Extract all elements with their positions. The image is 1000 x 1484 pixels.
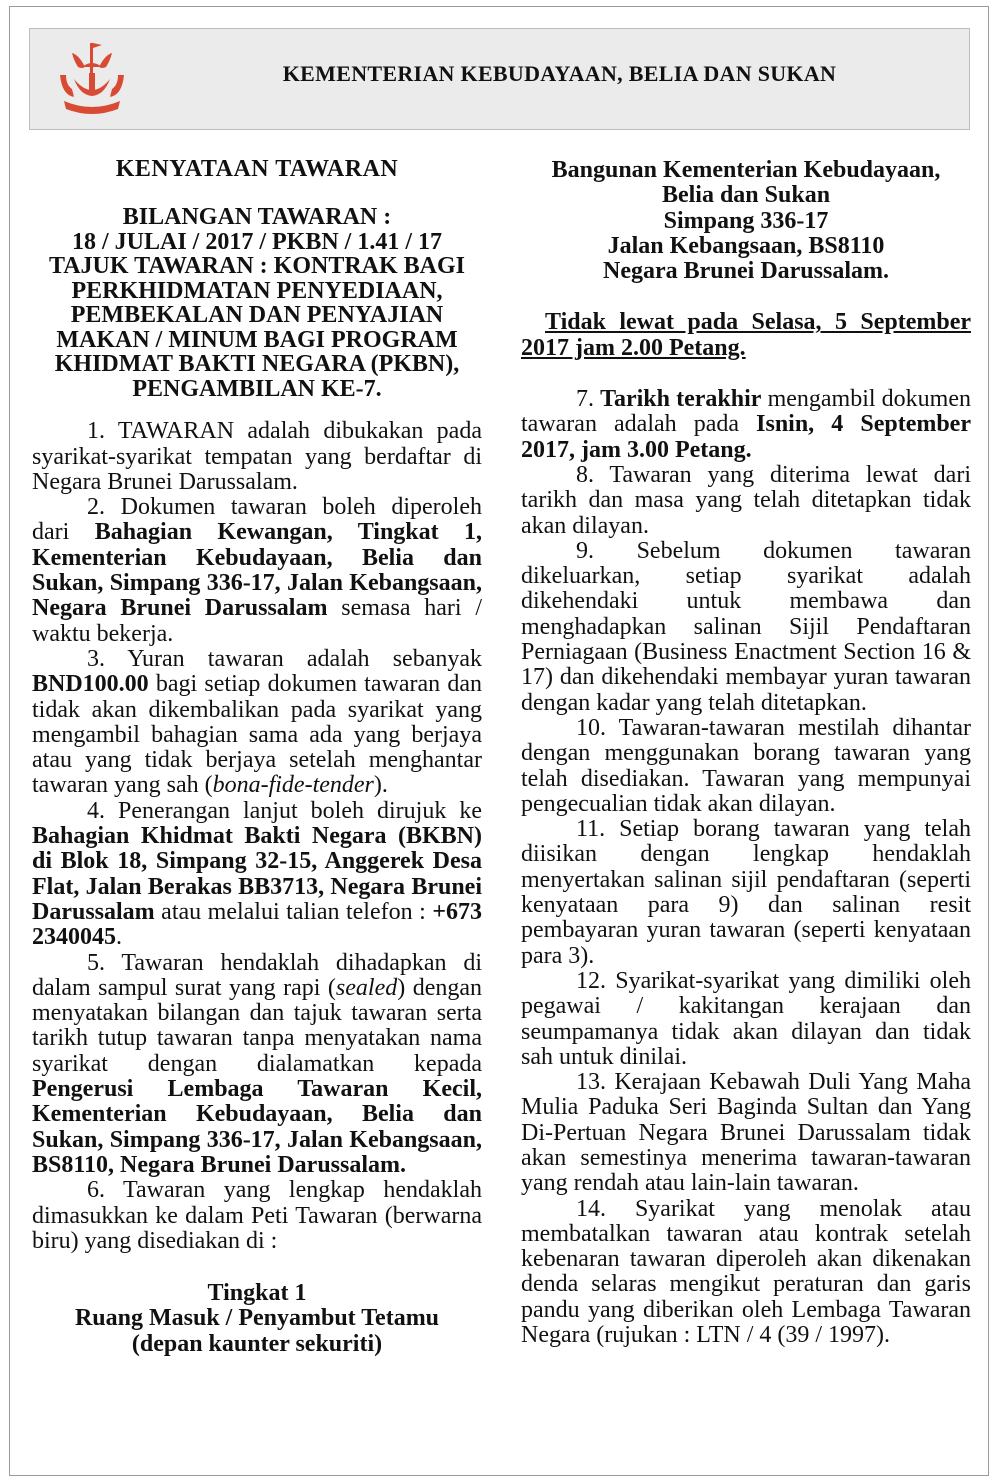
paragraph-14: 14. Syarikat yang menolak atau membatalkan tawaran atau kontrak setelah kebenaran tawaran diperoleh akan dikenakan denda selaras mengikut peraturan dan garis pandu yang diberikan oleh Lembaga Tawaran Negara (rujukan : LTN / 4 (39 / 1997). [521, 1195, 971, 1349]
p3-body: bagi setiap dokumen tawaran dan tidak akan dikembalikan pada syarikat yang mengambil bahagian sama ada yang berjaya atau yang tidak berjaya setelah menghantar tawaran yang sah ( [32, 671, 482, 799]
p5-body: ) dengan menyatakan bilangan dan tajuk tawaran serta tarikh tutup tawaran tanpa menyatakan nama syarikat dengan dialamatkan kepada [32, 974, 482, 1077]
p4-mid: atau melalui talian telefon : [154, 898, 433, 925]
p7-date: Isnin, 4 September 2017, jam 3.00 Petang. [521, 411, 971, 463]
tender-number-label: BILANGAN TAWARAN : [122, 204, 392, 231]
deposit-location [32, 1281, 482, 1357]
paragraph-12: 12. Syarikat-syarikat yang dimiliki oleh pegawai / kakitangan kerajaan dan seumpamanya tidak akan dilayan dan tidak sah untuk dinilai. [521, 967, 971, 1070]
deadline-text: Tidak lewat pada Selasa, 5 September 2017 jam 2.00 Petang. [521, 309, 971, 361]
p2-text: 2. Dokumen tawaran boleh diperoleh dari [32, 494, 482, 546]
location-line-2: Ruang Masuk / Penyambut Tetamu [74, 1305, 440, 1332]
address-line-2: Belia dan Sukan [661, 182, 831, 209]
tender-subject: TAJUK TAWARAN : KONTRAK BAGI PERKHIDMATAN PENYEDIAAN, PEMBEKALAN DAN PENYAJIAN MAKAN / MINUM BAGI PROGRAM KHIDMAT BAKTI NEGARA (PKBN), PENGAMBILAN KE-7. [48, 253, 466, 402]
p7-bold: Tarikh terakhir [600, 386, 762, 413]
p7-num: 7. [576, 386, 601, 413]
paragraph-1: 1. TAWARAN adalah dibukakan pada syarikat-syarikat tempatan yang berdaftar di Negara Brunei Darussalam. [32, 418, 482, 495]
p3-tail: ). [373, 772, 388, 799]
ministry-title: KEMENTERIAN KEBUDAYAAN, BELIA DAN SUKAN [282, 61, 837, 86]
paragraph-6: 6. Tawaran yang lengkap hendaklah dimasukkan ke dalam Peti Tawaran (berwarna biru) yang disediakan di : [32, 1177, 482, 1254]
address-line-4: Jalan Kebangsaan, BS8110 [607, 232, 885, 259]
p4-tail: . [116, 924, 122, 951]
p4-address: Bahagian Khidmat Bakti Negara (BKBN) di Blok 18, Simpang 32-15, Anggerek Desa Flat, Jalan Berakas BB3713, Negara Brunei Darussalam [32, 823, 482, 925]
left-column [32, 152, 482, 1357]
p2-bold: Bahagian Kewangan, Tingkat 1, Kementerian Kebudayaan, Belia dan Sukan, Simpang 336-17, Jalan Kebangsaan, Negara Brunei Darussalam [32, 519, 483, 622]
address-line-3: Simpang 336-17 [663, 207, 829, 234]
location-line-1: Tingkat 1 [207, 1280, 307, 1307]
p5-text: 5. Tawaran hendaklah dihadapkan di dalam sampul surat yang rapi ( [32, 949, 482, 1001]
paragraph-8: 8. Tawaran yang diterima lewat dari tarikh dan masa yang telah ditetapkan tidak akan dilayan. [521, 461, 971, 539]
paragraph-2 [32, 495, 482, 647]
p2-tail: semasa hari / waktu bekerja. [32, 595, 483, 647]
p3-fee: BND100.00 [32, 671, 149, 698]
p7-text: mengambil dokumen tawaran adalah pada [521, 386, 971, 438]
p3-text: 3. Yuran tawaran adalah sebanyak [87, 645, 482, 672]
paragraph-9: 9. Sebelum dokumen tawaran dikeluarkan, setiap syarikat adalah dikehendaki untuk membawa dan menghadapkan salinan Sijil Pendaftaran Perniagaan (Business Enactment Section 16 & 17) dan dikehendaki membayar yuran tawaran dengan kadar yang telah ditetapkan. [521, 537, 971, 716]
right-body [521, 387, 971, 1348]
paragraph-10: 10. Tawaran-tawaran mestilah dihantar dengan menggunakan borang tawaran yang telah disediakan. Tawaran yang mempunyai pengecualian tidak akan dilayan. [521, 714, 971, 817]
closing-deadline [521, 310, 971, 361]
paragraph-5 [32, 951, 482, 1179]
paragraph-4 [32, 799, 482, 951]
paragraph-13: 13. Kerajaan Kebawah Duli Yang Maha Mulia Paduka Seri Baginda Sultan dan Yang Di-Pertuan Negara Brunei Darussalam tidak akan semestinya menerima tawaran-tawaran yang rendah atau lain-lain tawaran. [521, 1069, 971, 1197]
paragraph-11: 11. Setiap borang tawaran yang telah diisikan dengan lengkap hendaklah menyertakan salinan sijil pendaftaran (seperti kenyataan para 9) dan salinan resit pembayaran yuran tawaran (seperti kenyataan para 3). [521, 816, 971, 969]
building-address [521, 158, 971, 284]
notice-title: KENYATAAN TAWARAN [115, 156, 399, 182]
tender-number: 18 / JULAI / 2017 / PKBN / 1.41 / 17 [71, 228, 443, 255]
paragraph-3 [32, 647, 482, 799]
right-column [521, 152, 971, 1348]
paragraph-7 [521, 387, 971, 463]
address-line-5: Negara Brunei Darussalam. [603, 258, 889, 285]
tender-info [32, 205, 482, 401]
address-line-1: Bangunan Kementerian Kebudayaan, [551, 157, 941, 183]
location-line-3: (depan kaunter sekuriti) [131, 1330, 383, 1357]
left-body [32, 419, 482, 1254]
header-banner [29, 28, 970, 130]
p4-text: 4. Penerangan lanjut boleh dirujuk ke [87, 797, 482, 824]
p5-italic: sealed [335, 974, 398, 1001]
p3-italic: bona-fide-tender [212, 772, 374, 799]
p4-phone: +673 2340045 [32, 898, 482, 951]
p5-addressee: Pengerusi Lembaga Tawaran Kecil, Kementerian Kebudayaan, Belia dan Sukan, Simpang 336-17, Jalan Kebangsaan, BS8110, Negara Brunei Darussalam. [32, 1076, 482, 1178]
